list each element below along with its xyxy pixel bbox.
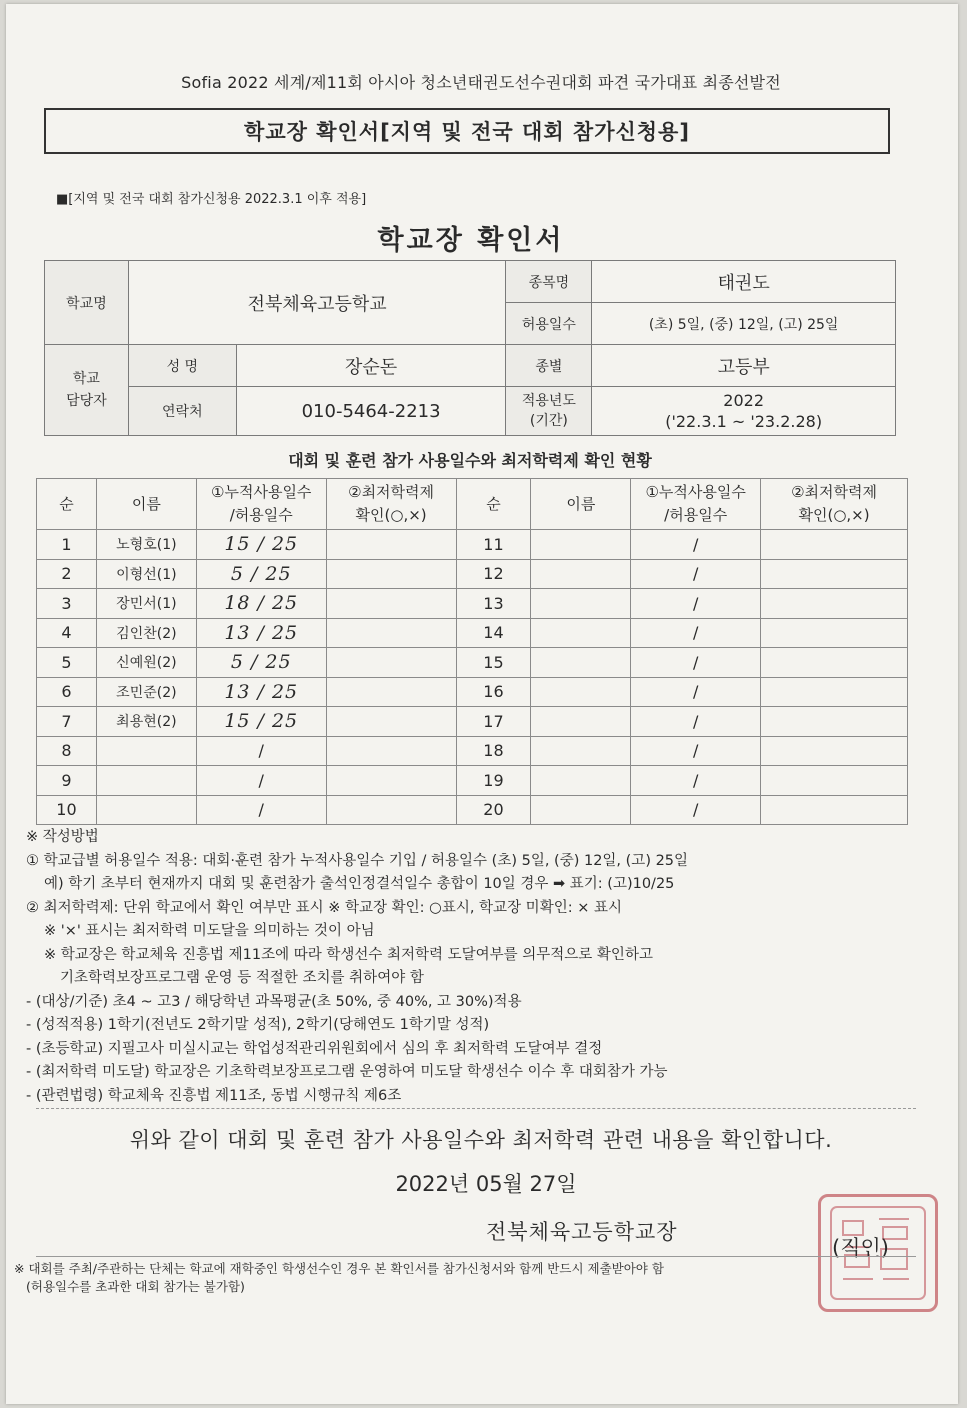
used-days: / <box>631 707 761 737</box>
achievement-check <box>326 618 456 648</box>
achievement-check <box>761 648 908 678</box>
used-days: / <box>631 589 761 619</box>
achievement-check <box>761 795 908 825</box>
used-days: / <box>196 766 326 796</box>
student-name <box>531 707 631 737</box>
table-row <box>37 648 908 678</box>
used-days: / <box>631 618 761 648</box>
issue-date: 2022년 05월 27일 <box>395 1172 577 1196</box>
col-check-left: ②최저학력제 확인(○,×) <box>326 479 456 530</box>
student-name <box>96 795 196 825</box>
principal-signature: 전북체육고등학교장 <box>486 1220 678 1244</box>
used-days: / <box>196 736 326 766</box>
row-number: 4 <box>37 618 97 648</box>
form-title-box <box>44 108 890 154</box>
row-number: 7 <box>37 707 97 737</box>
allowed-days-label: 허용일수 <box>506 303 592 345</box>
footer-line-1: ※ 대회를 주최/주관하는 단체는 학교에 재학중인 학생선수인 경우 본 확인서를 참가신청서와 함께 반드시 제출받아야 함 <box>14 1261 664 1276</box>
achievement-check <box>326 589 456 619</box>
student-name <box>531 736 631 766</box>
student-name <box>531 795 631 825</box>
note-5: - (대상/기준) 초4 ~ 고3 / 해당학년 과목평균(초 50%, 중 40%, 고 30%)적용 <box>26 993 522 1010</box>
school-name-value: 전북체육고등학교 <box>128 261 506 345</box>
col-days-right: ①누적사용일수 /허용일수 <box>631 479 761 530</box>
table-row <box>37 766 908 796</box>
row-number: 1 <box>37 530 97 560</box>
achievement-check <box>761 677 908 707</box>
row-number: 15 <box>456 648 531 678</box>
confirmation-statement: 위와 같이 대회 및 훈련 참가 사용일수와 최저학력 관련 내용을 확인합니다. <box>129 1128 833 1152</box>
year-label: 적용년도 (기간) <box>506 387 592 436</box>
used-days: 5 / 25 <box>196 648 326 678</box>
event-value: 태권도 <box>592 261 896 303</box>
used-days: / <box>196 795 326 825</box>
used-days: 15 / 25 <box>196 530 326 560</box>
table-row <box>37 795 908 825</box>
achievement-check <box>326 530 456 560</box>
row-number: 16 <box>456 677 531 707</box>
year-cell <box>592 387 896 436</box>
student-name <box>531 648 631 678</box>
row-number: 14 <box>456 618 531 648</box>
col-name-right: 이름 <box>531 479 631 530</box>
col-no-left: 순 <box>37 479 97 530</box>
row-number: 6 <box>37 677 97 707</box>
student-status-table <box>36 478 908 825</box>
table-row <box>37 589 908 619</box>
instructions-heading: ※ 작성방법 <box>26 829 99 845</box>
used-days: / <box>631 530 761 560</box>
footer-line-2: (허용일수를 초과한 대회 참가는 불가함) <box>26 1279 245 1294</box>
used-days: 13 / 25 <box>196 618 326 648</box>
phone-label: 연락처 <box>128 387 236 436</box>
student-name: 신예원(2) <box>96 648 196 678</box>
allowed-days-value: (초) 5일, (중) 12일, (고) 25일 <box>592 303 896 345</box>
form-title: 학교장 확인서[지역 및 전국 대회 참가신청용] <box>244 120 690 144</box>
used-days: / <box>631 736 761 766</box>
applicability-note: ■[지역 및 전국 대회 참가신청용 2022.3.1 이후 적용] <box>56 192 367 207</box>
student-name <box>531 618 631 648</box>
achievement-check <box>326 795 456 825</box>
note-9: - (관련법령) 학교체육 진흥법 제11조, 동법 시행규칙 제6조 <box>26 1087 402 1104</box>
note-1: ① 학교급별 허용일수 적용: 대회·훈련 참가 누적사용일수 기입 / 허용일수 (초) 5일, (중) 12일, (고) 25일 <box>26 852 689 869</box>
used-days: / <box>631 559 761 589</box>
row-number: 17 <box>456 707 531 737</box>
student-name: 장민서(1) <box>96 589 196 619</box>
col-name-left: 이름 <box>96 479 196 530</box>
achievement-check <box>761 530 908 560</box>
period-value: ('22.3.1 ~ '23.2.28) <box>665 412 823 431</box>
col-days-left: ①누적사용일수 /허용일수 <box>196 479 326 530</box>
division-label: 종별 <box>506 345 592 387</box>
event-label: 종목명 <box>506 261 592 303</box>
student-name <box>531 530 631 560</box>
used-days: 5 / 25 <box>196 559 326 589</box>
student-name: 조민준(2) <box>96 677 196 707</box>
achievement-check <box>326 677 456 707</box>
table-row <box>37 707 908 737</box>
row-number: 20 <box>456 795 531 825</box>
table-row <box>37 530 908 560</box>
row-number: 18 <box>456 736 531 766</box>
achievement-check <box>761 618 908 648</box>
row-number: 10 <box>37 795 97 825</box>
achievement-check <box>326 736 456 766</box>
achievement-check <box>761 736 908 766</box>
student-name <box>531 559 631 589</box>
note-6: - (성적적용) 1학기(전년도 2학기말 성적), 2학기(당해연도 1학기말 성적) <box>26 1017 490 1033</box>
footer-separator <box>36 1256 916 1257</box>
achievement-check <box>761 559 908 589</box>
contact-name-value: 장순돈 <box>236 345 506 387</box>
student-name <box>531 677 631 707</box>
note-1-example: 예) 학기 초부터 현재까지 대회 및 훈련참가 출석인정결석일수 총합이 10일 경우 ➡ 표기: (고)10/25 <box>44 876 675 892</box>
row-number: 2 <box>37 559 97 589</box>
table-row <box>37 677 908 707</box>
event-title: Sofia 2022 세계/제11회 아시아 청소년태권도선수권대회 파견 국가대표 최종선발전 <box>181 73 781 92</box>
row-number: 13 <box>456 589 531 619</box>
row-number: 11 <box>456 530 531 560</box>
note-7: - (초등학교) 지필고사 미실시교는 학업성적관리위원회에서 심의 후 최저학력 도달여부 결정 <box>26 1040 603 1057</box>
separator-line <box>36 1108 916 1109</box>
note-2: ② 최저학력제: 단위 학교에서 확인 여부만 표시 ※ 학교장 확인: ○표시, 학교장 미확인: × 표시 <box>26 899 622 916</box>
achievement-check <box>761 766 908 796</box>
achievement-check <box>326 559 456 589</box>
table-row <box>37 559 908 589</box>
student-name <box>531 766 631 796</box>
student-name <box>96 736 196 766</box>
note-4-cont: 기초학력보장프로그램 운영 등 적절한 조치를 취하여야 함 <box>60 970 424 986</box>
table-row <box>37 618 908 648</box>
school-info-table <box>44 260 896 436</box>
seal-label: (직인) <box>832 1236 889 1260</box>
used-days: 18 / 25 <box>196 589 326 619</box>
used-days: 15 / 25 <box>196 707 326 737</box>
name-label: 성 명 <box>128 345 236 387</box>
col-check-right: ②최저학력제 확인(○,×) <box>761 479 908 530</box>
achievement-check <box>761 707 908 737</box>
instructions <box>26 826 926 1108</box>
year-value: 2022 <box>723 391 765 410</box>
achievement-check <box>326 707 456 737</box>
row-number: 9 <box>37 766 97 796</box>
achievement-check <box>326 648 456 678</box>
phone-value: 010-5464-2213 <box>236 387 506 436</box>
row-number: 12 <box>456 559 531 589</box>
document-title: 학교장 확인서 <box>377 225 565 256</box>
division-value: 고등부 <box>592 345 896 387</box>
used-days: 13 / 25 <box>196 677 326 707</box>
student-name: 이형선(1) <box>96 559 196 589</box>
student-name <box>96 766 196 796</box>
status-section-title: 대회 및 훈련 참가 사용일수와 최저학력제 확인 현황 <box>288 451 652 470</box>
col-no-right: 순 <box>456 479 531 530</box>
footer-note <box>14 1260 944 1296</box>
contact-person-label: 학교 담당자 <box>45 345 129 436</box>
school-name-label: 학교명 <box>45 261 129 345</box>
student-name: 최용현(2) <box>96 707 196 737</box>
achievement-check <box>761 589 908 619</box>
student-name: 김인찬(2) <box>96 618 196 648</box>
document-page <box>6 4 958 1404</box>
used-days: / <box>631 677 761 707</box>
row-number: 3 <box>37 589 97 619</box>
student-name <box>531 589 631 619</box>
row-number: 8 <box>37 736 97 766</box>
note-4: ※ 학교장은 학교체육 진흥법 제11조에 따라 학생선수 최저학력 도달여부를 의무적으로 확인하고 <box>44 946 653 963</box>
table-row <box>37 736 908 766</box>
student-name: 노형호(1) <box>96 530 196 560</box>
row-number: 5 <box>37 648 97 678</box>
achievement-check <box>326 766 456 796</box>
note-3: ※ '×' 표시는 최저학력 미도달을 의미하는 것이 아님 <box>44 923 375 939</box>
used-days: / <box>631 766 761 796</box>
used-days: / <box>631 648 761 678</box>
note-8: - (최저학력 미도달) 학교장은 기초학력보장프로그램 운영하여 미도달 학생선수 이수 후 대회참가 가능 <box>26 1064 668 1080</box>
row-number: 19 <box>456 766 531 796</box>
used-days: / <box>631 795 761 825</box>
